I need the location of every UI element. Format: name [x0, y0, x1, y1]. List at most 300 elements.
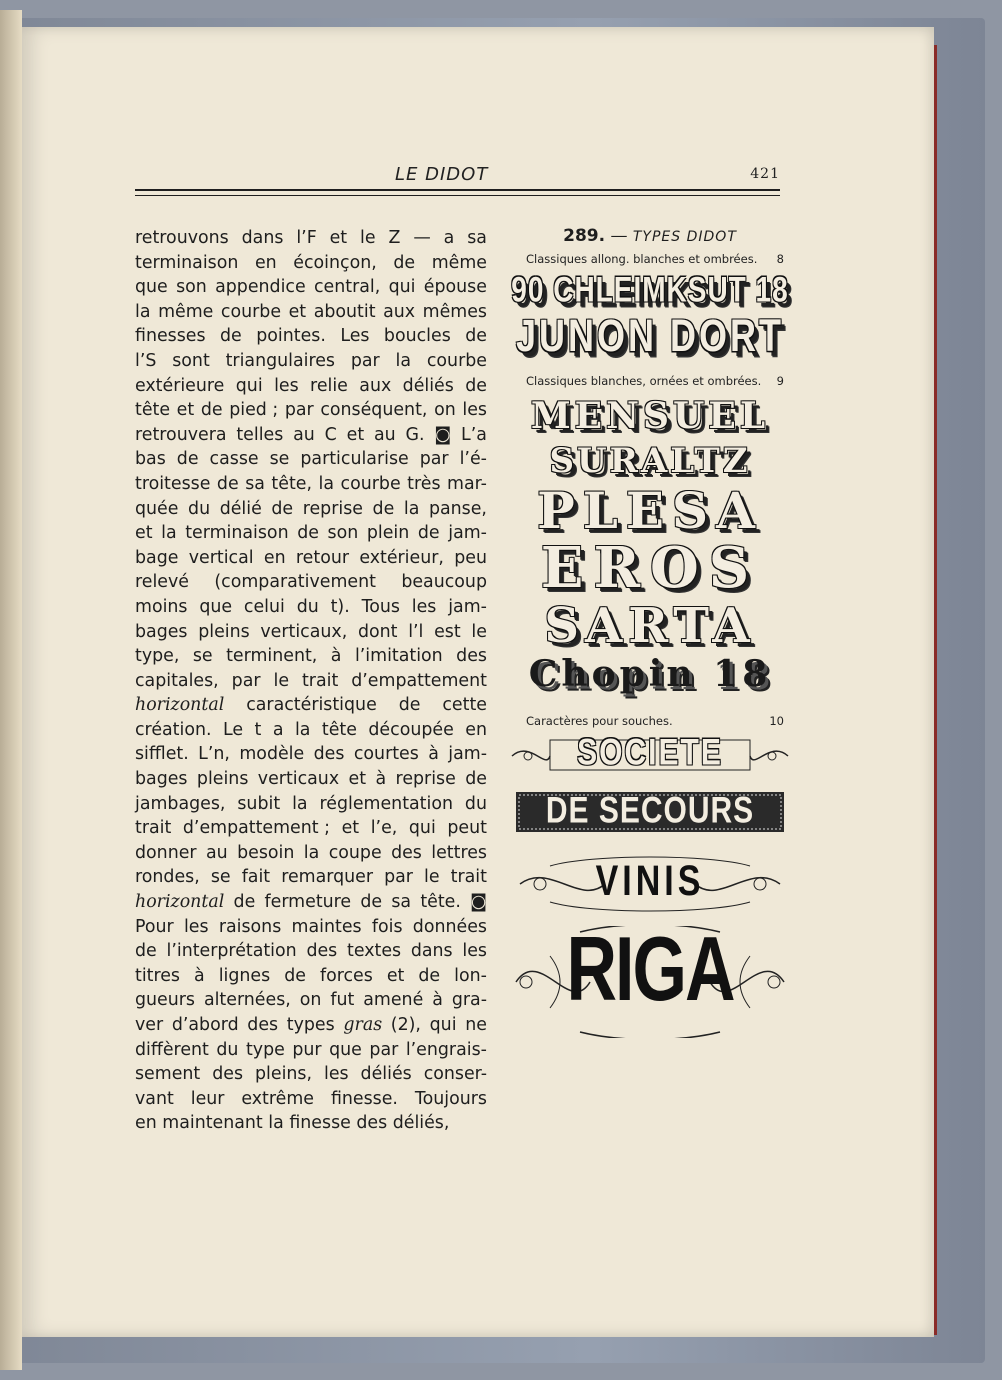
text-line	[135, 669, 487, 694]
text-word: vant	[135, 1088, 174, 1109]
text-word: les	[462, 941, 487, 962]
text-word: les	[274, 375, 299, 396]
text-word: peut	[447, 818, 487, 839]
text-word: C	[324, 424, 337, 445]
text-word: on	[299, 990, 322, 1011]
text-word: pleins	[196, 769, 249, 790]
caption-number: 10	[769, 714, 784, 728]
text-word: troitesse	[135, 473, 211, 494]
ornamented-line-secours	[510, 788, 790, 840]
text-word: qui	[429, 1015, 457, 1035]
text-word: données	[412, 916, 487, 937]
text-word: Les	[340, 326, 370, 347]
specimen-text: DE SECOURS	[545, 789, 755, 831]
text-word: délié	[219, 498, 262, 519]
text-word: pointes.	[256, 326, 326, 347]
text-word: le	[360, 228, 376, 248]
caption-text: Classiques allong. blanches et ombrées.	[526, 252, 758, 266]
text-word: aux	[359, 375, 392, 396]
text-word: aboutit	[313, 301, 376, 322]
text-word: horizontal	[135, 695, 225, 716]
text-word: le	[273, 670, 290, 691]
text-word: les	[323, 1064, 349, 1085]
text-word: types	[286, 1015, 335, 1035]
text-word: triangulaires	[225, 350, 335, 371]
text-word: besoin	[237, 842, 295, 863]
header-rule-thin	[135, 195, 780, 196]
text-line	[135, 718, 487, 743]
text-word: (comparativement	[214, 572, 376, 593]
text-word: la	[292, 793, 308, 814]
text-word: pleins,	[255, 1064, 313, 1085]
text-line	[135, 226, 487, 251]
text-word: de	[398, 695, 421, 716]
text-line	[135, 595, 487, 620]
text-word: ver	[135, 1015, 164, 1035]
text-word: Z	[388, 228, 401, 248]
text-word: de	[418, 965, 441, 986]
text-word: fait	[241, 867, 271, 888]
text-word: textes	[347, 941, 402, 962]
text-word: d’empattement	[351, 670, 487, 691]
text-word: qui	[388, 277, 416, 298]
text-word: ◙	[470, 892, 487, 913]
text-word: caractéristique	[246, 695, 377, 716]
text-line	[135, 1013, 487, 1038]
text-word: titres	[135, 965, 180, 986]
text-word: par	[369, 1039, 399, 1060]
text-word: la	[395, 350, 412, 371]
text-line	[135, 251, 487, 276]
text-word: d’abord	[171, 1015, 239, 1035]
text-word: telles	[236, 424, 284, 445]
text-word: et	[176, 400, 195, 421]
text-word: jam-	[448, 744, 487, 765]
text-word: très	[407, 473, 441, 494]
text-word: Le	[222, 719, 244, 740]
text-word: extérieur,	[359, 547, 444, 568]
text-word: l’imitation	[354, 646, 443, 667]
text-line	[135, 620, 487, 645]
text-word: des	[391, 842, 422, 863]
text-line	[135, 300, 487, 325]
text-word: fut	[330, 990, 355, 1011]
text-word: gra-	[451, 990, 487, 1011]
text-word: que	[199, 596, 233, 617]
text-word: sont	[172, 350, 210, 371]
text-word: la	[318, 473, 335, 494]
text-word: de	[372, 498, 395, 519]
text-word: l’engrais-	[405, 1039, 487, 1060]
text-line	[135, 275, 487, 300]
text-word: gras	[343, 1015, 383, 1035]
text-word: le	[471, 621, 487, 642]
text-word: conser-	[423, 1064, 487, 1085]
text-word: et	[386, 965, 405, 986]
text-word: l’interprétation	[166, 941, 297, 962]
text-word: de	[393, 252, 416, 273]
text-word: création.	[135, 719, 212, 740]
text-word: courbe	[220, 301, 282, 322]
text-word: leur	[190, 1088, 225, 1109]
text-line	[135, 939, 487, 964]
text-word: bage	[135, 547, 179, 568]
text-word: même	[158, 301, 214, 322]
text-word: lettres	[431, 842, 487, 863]
text-word: mar-	[447, 473, 487, 494]
specimen-number: 289.	[563, 226, 606, 246]
text-word: type,	[135, 646, 180, 667]
specimen-text: MENSUEL	[530, 395, 770, 437]
text-word: ne	[465, 1015, 487, 1035]
text-word: a	[272, 719, 284, 740]
text-word: son	[176, 277, 207, 298]
text-word: quée	[135, 498, 179, 519]
text-word: que	[135, 277, 168, 298]
text-word: de	[271, 498, 294, 519]
text-word: par	[284, 400, 314, 421]
specimen-text: JUNON DORT	[515, 309, 784, 361]
text-word: trait	[450, 867, 487, 888]
text-word: sa	[245, 473, 265, 494]
text-line	[135, 374, 487, 399]
text-word: trait	[301, 670, 339, 691]
text-word: vertical	[188, 547, 254, 568]
text-word: celui	[243, 596, 285, 617]
text-word: conséquent,	[320, 400, 428, 421]
text-word: bages	[135, 621, 188, 642]
text-word: par	[419, 449, 449, 470]
text-word: reprise	[302, 498, 363, 519]
text-word: tête	[321, 719, 357, 740]
text-word: courbe	[426, 350, 487, 371]
text-line	[135, 447, 487, 472]
text-word: déliés,	[392, 1113, 450, 1134]
text-word: appendice	[215, 277, 306, 298]
text-word: au	[205, 842, 228, 863]
text-word: sement	[135, 1064, 201, 1085]
text-word: sifflet.	[135, 744, 189, 765]
text-word: t).	[330, 596, 350, 617]
text-word: l’l	[408, 621, 424, 642]
text-line	[135, 915, 487, 940]
running-title: LE DIDOT	[395, 164, 489, 185]
text-word: à	[194, 965, 205, 986]
text-word: de	[465, 375, 487, 396]
text-word: en	[465, 719, 487, 740]
text-word: du	[464, 793, 487, 814]
caption-section-10	[510, 714, 790, 728]
specimen-text: SURALTZ	[549, 441, 751, 481]
text-word: se	[210, 867, 231, 888]
text-line	[135, 693, 487, 718]
text-word: à	[428, 744, 439, 765]
text-word: dont	[357, 621, 398, 642]
caption-number: 8	[776, 252, 784, 266]
text-line	[135, 349, 487, 374]
text-word: moins	[135, 596, 188, 617]
text-word: central,	[313, 277, 381, 298]
text-line	[135, 816, 487, 841]
text-word: sa	[467, 228, 487, 248]
text-word: boucles	[383, 326, 451, 347]
specimen-text: SOCIETE	[577, 731, 723, 773]
text-line	[135, 546, 487, 571]
text-word: retour	[295, 547, 350, 568]
text-word: par	[350, 350, 380, 371]
text-word: jambages,	[135, 793, 226, 814]
text-word: par	[384, 867, 413, 888]
specimen-line	[510, 309, 790, 361]
text-word: rondes,	[135, 867, 200, 888]
text-word: déliés	[402, 375, 454, 396]
text-word: G.	[405, 424, 425, 445]
text-word: du	[216, 1039, 239, 1060]
text-word: finesse	[289, 1113, 351, 1134]
caption-section-9	[510, 374, 790, 388]
text-line	[135, 570, 487, 595]
text-word: terminaison	[135, 252, 239, 273]
specimen-title: TYPES DIDOT	[632, 229, 737, 245]
text-word: trait	[135, 818, 172, 839]
text-word: et	[341, 818, 360, 839]
specimen-text: PLESA	[537, 481, 763, 540]
specimen-text: 90 CHLEIMKSUT 18	[511, 270, 789, 309]
header-rule-thick	[135, 189, 780, 191]
text-word: des	[356, 1113, 388, 1134]
text-word: retrouvons	[135, 228, 229, 248]
caption-text: Classiques blanches, ornées et ombrées.	[526, 374, 762, 388]
text-line	[135, 324, 487, 349]
text-word: extrême	[241, 1088, 314, 1109]
text-word: de	[297, 523, 319, 544]
text-word: de	[176, 449, 199, 470]
text-word: type	[245, 1039, 285, 1060]
facing-page-edge	[0, 10, 22, 1370]
text-line	[135, 767, 487, 792]
text-word: beaucoup	[401, 572, 487, 593]
text-word: de	[360, 892, 383, 913]
text-word: mêmes	[422, 301, 487, 322]
text-word: relie	[310, 375, 348, 396]
text-word: par	[231, 670, 261, 691]
text-word: des	[247, 1015, 279, 1035]
text-line	[135, 497, 487, 522]
text-word: jam-	[448, 596, 487, 617]
type-specimen-column	[510, 226, 790, 1038]
text-word: réglementation	[319, 793, 453, 814]
text-word: des	[313, 744, 345, 765]
text-word: des	[306, 941, 338, 962]
caption-number: 9	[776, 374, 784, 388]
text-word: de	[135, 941, 157, 962]
text-word: tête,	[271, 473, 312, 494]
text-word: diffèrent	[135, 1039, 209, 1060]
text-word: retrouvera	[135, 424, 227, 445]
caption-text: Caractères pour souches.	[526, 714, 673, 728]
text-word: finesses	[135, 326, 206, 347]
text-word: Tous	[361, 596, 400, 617]
text-word: capitales,	[135, 670, 219, 691]
text-word: de	[200, 400, 223, 421]
text-word: que	[329, 1039, 362, 1060]
text-word: et	[346, 424, 365, 445]
text-word: sa	[391, 892, 412, 913]
text-word: la	[303, 842, 320, 863]
text-word: écoinçon,	[293, 252, 377, 273]
text-word: déliés	[360, 1064, 412, 1085]
text-word: verticaux	[257, 769, 340, 790]
text-word: du	[296, 596, 319, 617]
text-word: pur	[292, 1039, 322, 1060]
text-word: son	[327, 523, 359, 544]
text-word: la	[135, 301, 151, 322]
text-word: plein	[366, 523, 410, 544]
text-word: et	[288, 301, 307, 322]
text-word: se	[269, 449, 290, 470]
text-word: même	[431, 252, 487, 273]
text-word: bas	[135, 449, 166, 470]
text-word: L’a	[461, 424, 487, 445]
text-line	[135, 472, 487, 497]
specimen-line	[510, 270, 790, 309]
text-word: en	[135, 1113, 157, 1134]
text-word: finesse.	[330, 1088, 398, 1109]
text-word: pied ;	[229, 400, 279, 421]
text-word: horizontal	[135, 892, 225, 913]
text-word: Toujours	[414, 1088, 487, 1109]
text-word: l’S	[135, 350, 157, 371]
text-line	[135, 1087, 487, 1112]
text-word: cette	[442, 695, 487, 716]
text-word: des	[212, 1064, 244, 1085]
text-word: on	[434, 400, 456, 421]
specimen-heading	[510, 226, 790, 246]
body-text-column	[135, 226, 487, 1136]
text-line	[135, 742, 487, 767]
text-word: à	[330, 646, 342, 667]
text-word: fois	[371, 916, 403, 937]
text-line	[135, 865, 487, 890]
text-word: la	[161, 523, 177, 544]
text-word: gueurs	[135, 990, 195, 1011]
text-word: casse	[209, 449, 259, 470]
text-word: tête.	[420, 892, 461, 913]
text-word: se	[192, 646, 213, 667]
specimen-text: EROS	[540, 535, 760, 601]
text-line	[135, 841, 487, 866]
text-word: les	[411, 596, 437, 617]
text-word: le	[424, 867, 440, 888]
text-word: du	[188, 498, 211, 519]
text-word: Pour	[135, 916, 174, 937]
text-line	[135, 1062, 487, 1087]
text-word: jam-	[448, 523, 487, 544]
text-word: découpée	[368, 719, 454, 740]
text-word: t	[254, 719, 262, 740]
page-number: 421	[750, 166, 780, 182]
text-word: panse,	[428, 498, 487, 519]
text-line	[135, 644, 487, 669]
text-word: de	[233, 892, 256, 913]
text-line	[135, 988, 487, 1013]
text-word: donner	[135, 842, 197, 863]
text-word: des	[456, 646, 487, 667]
text-word: courtes	[353, 744, 419, 765]
text-word: peu	[454, 547, 487, 568]
text-word: —	[413, 228, 431, 248]
text-line	[135, 890, 487, 915]
text-word: de	[465, 326, 487, 347]
specimen-text: RIGA	[566, 918, 734, 1020]
text-word: dans	[241, 228, 284, 248]
text-word: l’e,	[370, 818, 398, 839]
text-word: tête	[135, 400, 171, 421]
ornamented-line-societe	[510, 731, 790, 778]
text-line	[135, 1111, 487, 1136]
text-word: épouse	[423, 277, 487, 298]
text-word: bages	[135, 769, 188, 790]
text-word: pleins	[198, 621, 250, 642]
text-word: de	[220, 326, 242, 347]
text-word: est	[434, 621, 461, 642]
ornamented-line-riga	[510, 918, 790, 1038]
text-word: (2),	[390, 1015, 421, 1035]
text-word: d’empattement ;	[182, 818, 330, 839]
specimen-dash: —	[610, 226, 628, 246]
text-line	[135, 398, 487, 423]
text-word: maintes	[291, 916, 362, 937]
text-word: relevé	[135, 572, 189, 593]
text-word: forces	[319, 965, 373, 986]
text-word: l’é-	[459, 449, 487, 470]
text-word: modèle	[239, 744, 305, 765]
text-word: qui	[235, 375, 263, 396]
text-word: la	[294, 719, 311, 740]
text-word: extérieure	[135, 375, 225, 396]
text-word: de	[216, 473, 239, 494]
text-word: la	[403, 498, 420, 519]
text-word: courbe	[340, 473, 401, 494]
text-word: alternées,	[203, 990, 291, 1011]
text-word: en	[254, 252, 277, 273]
text-word: les	[183, 916, 209, 937]
text-word: verticaux,	[260, 621, 348, 642]
text-word: fermeture	[264, 892, 352, 913]
text-word: coupe	[328, 842, 382, 863]
text-word: L’n,	[198, 744, 230, 765]
text-word: de	[284, 965, 306, 986]
text-word: qui	[408, 818, 436, 839]
text-line	[135, 521, 487, 546]
specimen-text: VINIS	[595, 857, 705, 905]
text-word: l’F	[296, 228, 317, 248]
text-word: et	[329, 228, 348, 248]
text-word: amené	[363, 990, 424, 1011]
text-word: remarquer	[281, 867, 374, 888]
text-word: de	[417, 523, 440, 544]
text-word: lignes	[218, 965, 271, 986]
ornamented-line-vinis	[510, 852, 790, 916]
text-word: au	[373, 424, 396, 445]
text-word: à	[432, 990, 443, 1011]
caption-section-8	[510, 252, 790, 266]
specimen-line	[510, 918, 790, 1020]
running-header	[135, 160, 780, 200]
text-word: au	[293, 424, 315, 445]
text-word: dans	[410, 941, 453, 962]
text-word: à	[375, 769, 387, 790]
